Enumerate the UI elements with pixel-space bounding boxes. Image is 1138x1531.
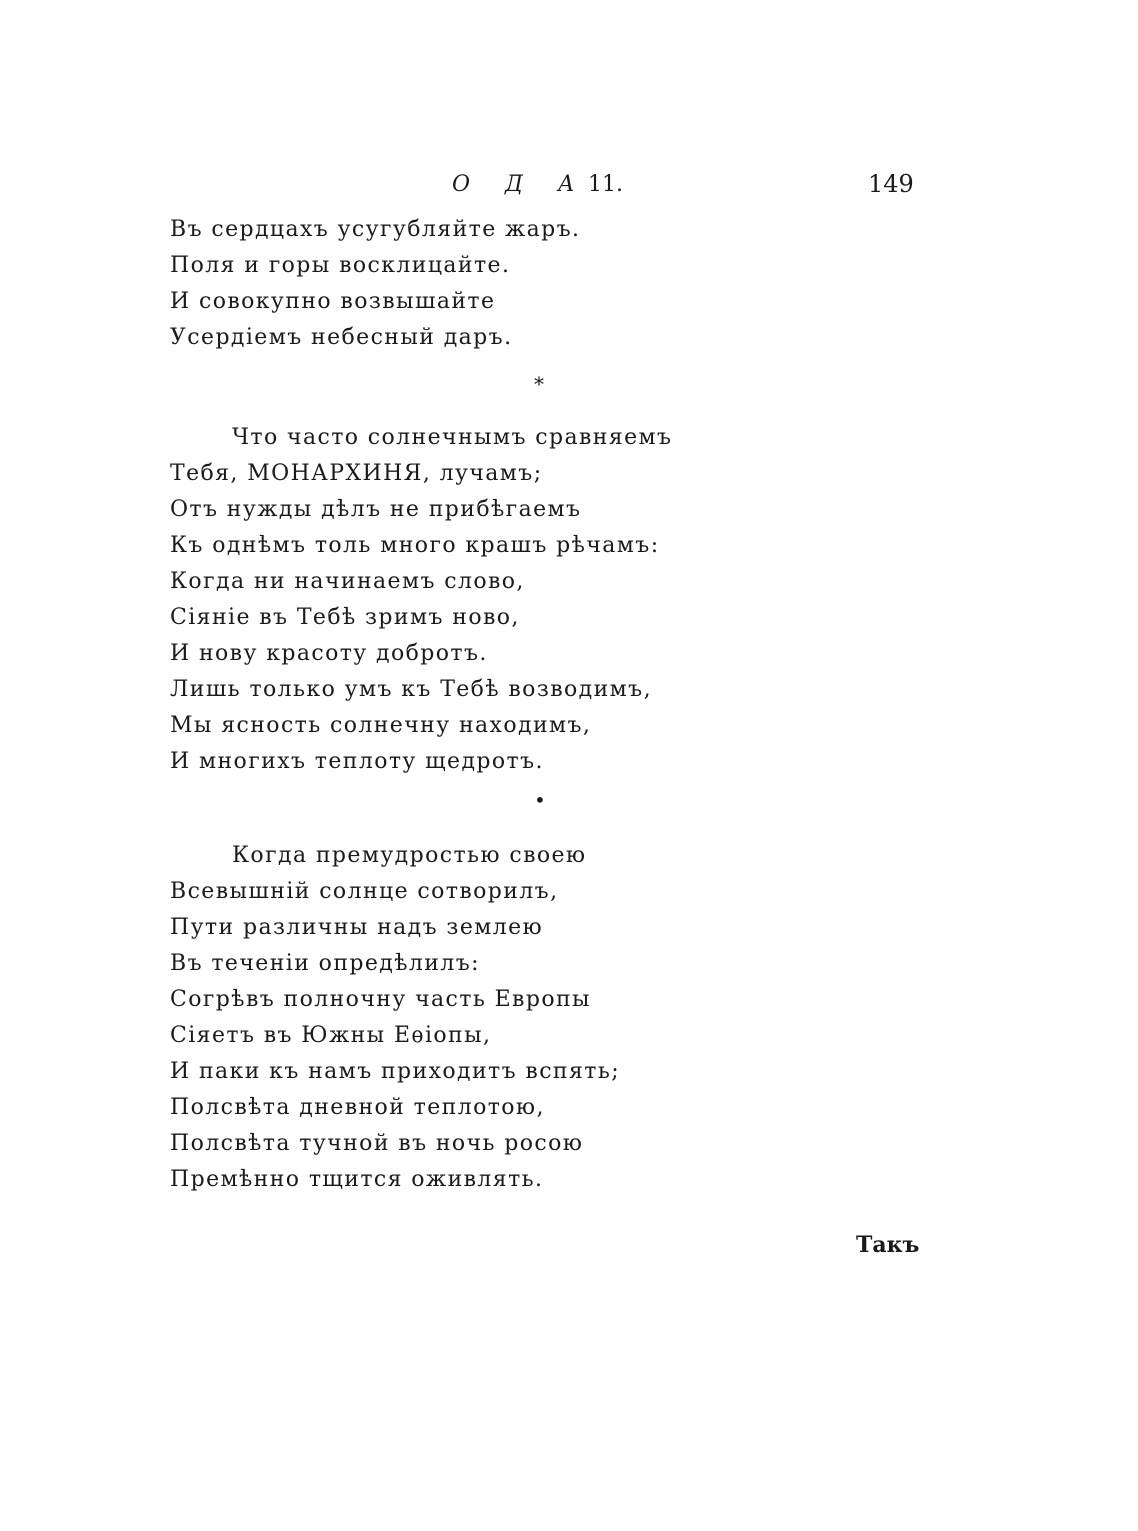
verse-line: Всевышній солнце сотворилъ, xyxy=(170,879,559,904)
stanza-2 xyxy=(170,420,672,780)
stanza-divider-asterisk: * xyxy=(534,372,544,396)
verse-line: И нову красоту добротъ. xyxy=(170,641,488,666)
verse-line: И паки къ намъ приходитъ вспять; xyxy=(170,1059,621,1084)
verse-line: Къ однѣмъ толь много крашъ рѣчамъ: xyxy=(170,533,660,558)
verse-line: Сіяетъ въ Южны Еѳіопы, xyxy=(170,1023,492,1048)
verse-line: Тебя, МОНАРХИНЯ, лучамъ; xyxy=(170,461,543,486)
verse-line: Премѣнно тщится оживлять. xyxy=(170,1167,544,1192)
verse-line: Пути различны надъ землею xyxy=(170,915,544,940)
running-title: О Д А xyxy=(452,172,589,197)
verse-line: Сіяніе въ Тебѣ зримъ ново, xyxy=(170,605,520,630)
verse-line: Отъ нужды дѣлъ не прибѣгаемъ xyxy=(170,497,582,522)
verse-line: Мы ясность солнечну находимъ, xyxy=(170,713,592,738)
verse-line: Полсвѣта дневной теплотою, xyxy=(170,1095,545,1120)
verse-line: Поля и горы восклицайте. xyxy=(170,253,511,278)
verse-line: И совокупно возвышайте xyxy=(170,289,496,314)
verse-line: Въ теченіи опредѣлилъ: xyxy=(170,951,480,976)
verse-line: Полсвѣта тучной въ ночь росою xyxy=(170,1131,584,1156)
verse-line: Когда ни начинаемъ слово, xyxy=(170,569,525,594)
verse-line: Въ сердцахъ усугубляйте жаръ. xyxy=(170,217,581,242)
catchword: Такъ xyxy=(856,1232,920,1258)
verse-line: Когда премудростью своею xyxy=(232,843,587,868)
stanza-1 xyxy=(170,212,580,356)
stanza-divider-dot: • xyxy=(534,788,546,812)
verse-line: Усердіемъ небесный даръ. xyxy=(170,325,513,350)
stanza-3 xyxy=(170,838,620,1198)
ode-number: 11. xyxy=(588,172,623,197)
verse-line: И многихъ теплоту щедротъ. xyxy=(170,749,544,774)
verse-line: Согрѣвъ полночну часть Европы xyxy=(170,987,591,1012)
page-number: 149 xyxy=(868,170,914,198)
verse-line: Лишь только умъ къ Тебѣ возводимъ, xyxy=(170,677,652,702)
verse-line: Что часто солнечнымъ сравняемъ xyxy=(232,425,673,450)
